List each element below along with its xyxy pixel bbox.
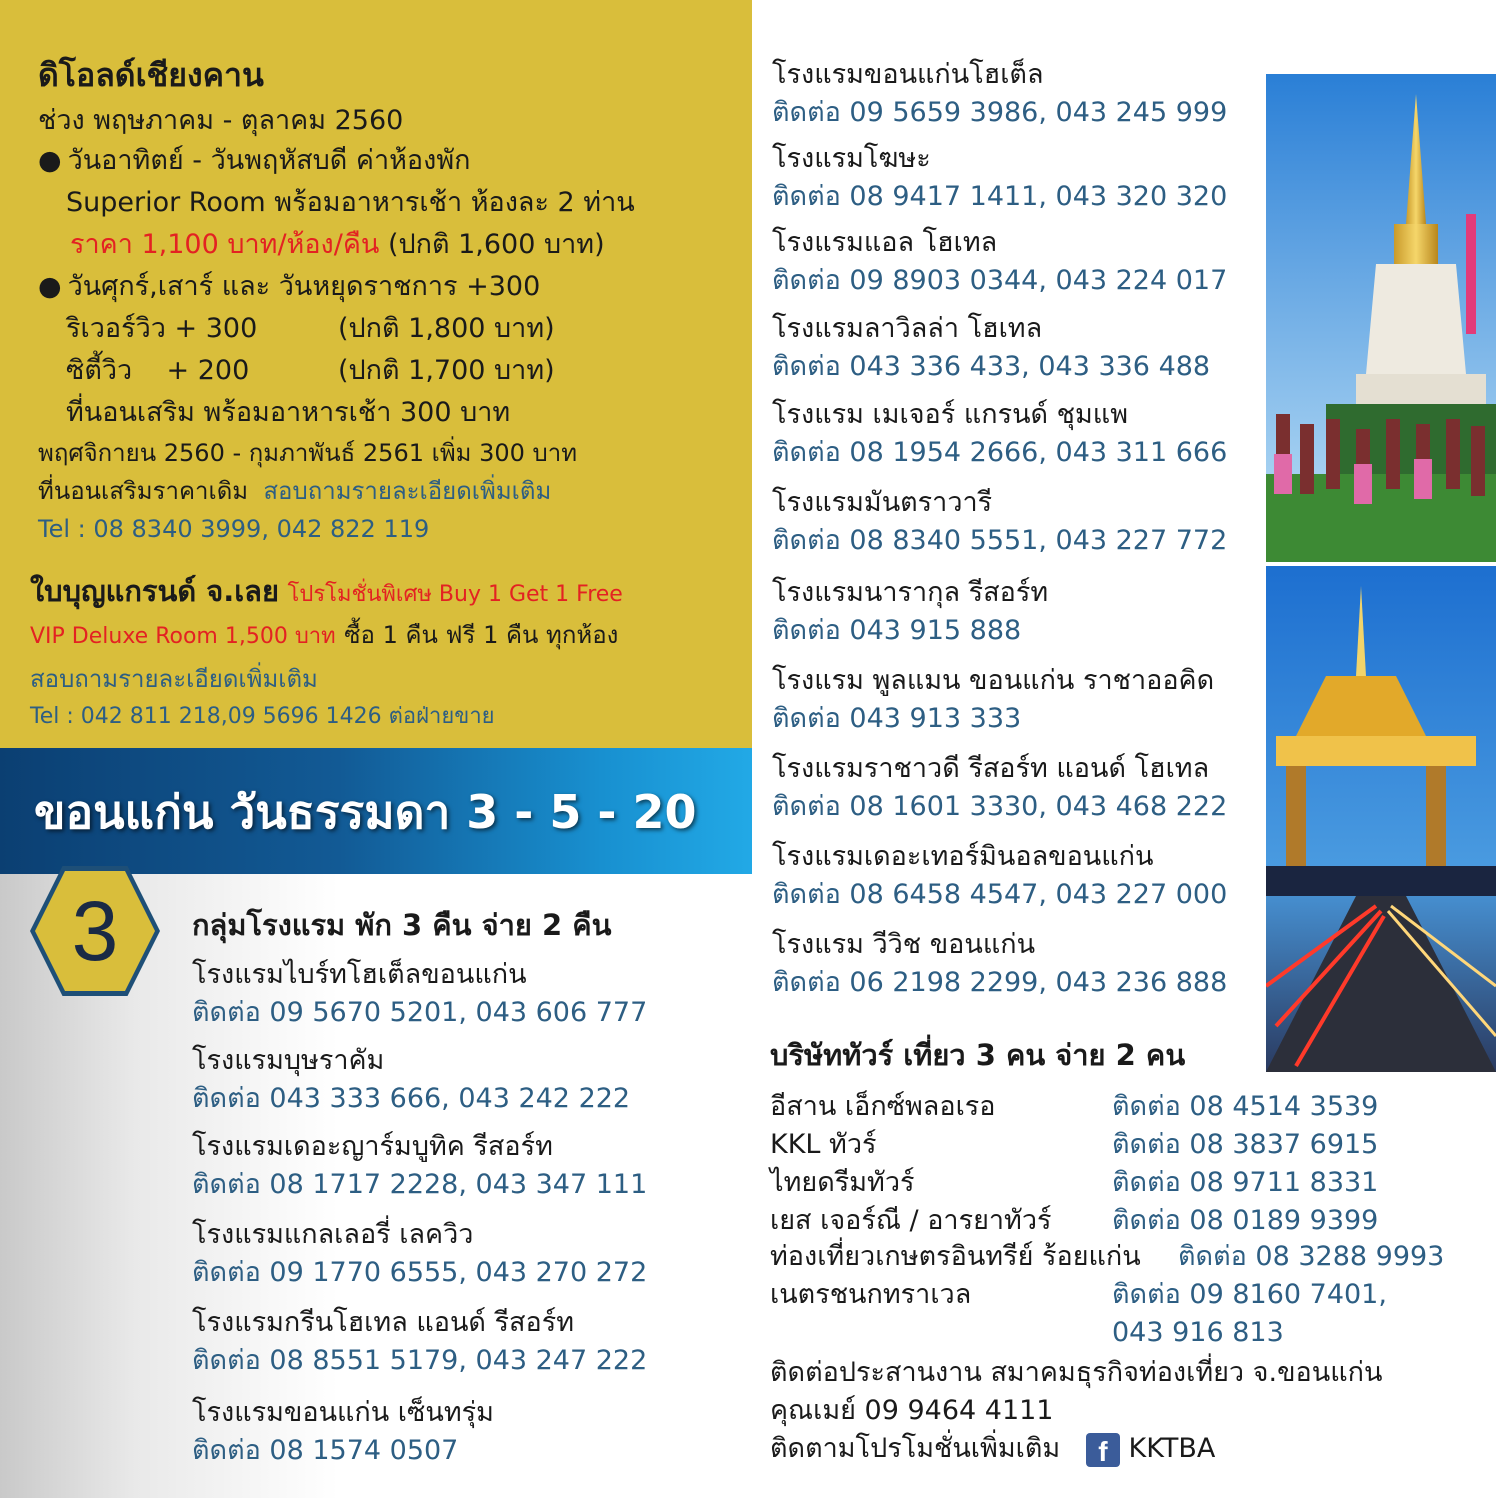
hotel1-weekend-line	[38, 270, 540, 304]
hotel1-city-label: ซิตี้วิว + 200	[66, 355, 250, 386]
temple-dancers-photo	[1266, 74, 1496, 562]
list-item-contact: ติดต่อ 043 915 888	[772, 615, 1022, 646]
list-item-contact: ติดต่อ 06 2198 2299, 043 236 888	[772, 967, 1228, 998]
list-item-contact: ติดต่อ 043 913 333	[772, 703, 1022, 734]
hotel1-price-normal: (ปกติ 1,600 บาท)	[387, 229, 605, 260]
list-item-name: โรงแรมโฆษะ	[772, 143, 931, 174]
list-item-contact: ติดต่อ 08 1717 2228, 043 347 111	[192, 1169, 648, 1200]
hotel1-inquire: สอบถามรายละเอียดเพิ่มเติม	[263, 477, 552, 505]
hotel1-city-note: (ปกติ 1,700 บาท)	[338, 355, 555, 386]
list-item-contact: ติดต่อ 043 333 666, 043 242 222	[192, 1083, 631, 1114]
tour-name: เนตรชนกทราเวล	[770, 1279, 972, 1310]
facebook-page-name[interactable]: KKTBA	[1128, 1433, 1216, 1464]
tour-contact: ติดต่อ 08 4514 3539	[1112, 1091, 1379, 1122]
list-item-name: โรงแรมมันตราวารี	[772, 487, 993, 518]
tour-name: ท่องเที่ยวเกษตรอินทรีย์ ร้อยแก่น	[770, 1241, 1141, 1272]
facebook-icon[interactable]: f	[1086, 1433, 1120, 1467]
tour-contact: ติดต่อ 09 8160 7401,	[1112, 1279, 1387, 1310]
list-item-name: โรงแรมเดอะญาร์มบูทิค รีสอร์ท	[192, 1131, 553, 1162]
tour-name: KKL ทัวร์	[770, 1129, 877, 1160]
list-item-name: โรงแรมขอนแก่นโฮเต็ล	[772, 59, 1044, 90]
hotel1-extra-bed2: ที่นอนเสริมราคาเดิม	[38, 477, 249, 505]
hotel2-vip-line	[30, 618, 618, 654]
hotel1-price-red: ราคา 1,100 บาท/ห้อง/คืน	[70, 229, 380, 260]
list-item-name: โรงแรมเดอะเทอร์มินอลขอนแก่น	[772, 841, 1154, 872]
list-item-name: โรงแรมไบร์ทโฮเต็ลขอนแก่น	[192, 959, 527, 990]
hotel2-promo: โปรโมชั่นพิเศษ Buy 1 Get 1 Free	[287, 582, 623, 607]
footer-contact-person: คุณเมย์ 09 9464 4111	[770, 1395, 1054, 1426]
footer-follow: ติดตามโปรโมชั่นเพิ่มเติม	[770, 1433, 1061, 1464]
list-item-name: โรงแรมบุษราคัม	[192, 1045, 385, 1076]
list-item-contact: ติดต่อ 08 8551 5179, 043 247 222	[192, 1345, 648, 1376]
hotel1-price-line	[70, 228, 605, 262]
tour-name: ไทยดรีมทัวร์	[770, 1167, 915, 1198]
footer-follow-line	[770, 1432, 1215, 1467]
list-item-contact: ติดต่อ 08 9417 1411, 043 320 320	[772, 181, 1228, 212]
list-item-contact: ติดต่อ 09 5659 3986, 043 245 999	[772, 97, 1228, 128]
list-item-name: โรงแรมนารากุล รีสอร์ท	[772, 577, 1049, 608]
list-item-contact: ติดต่อ 043 336 433, 043 336 488	[772, 351, 1211, 382]
hotel2-header-line	[30, 574, 623, 612]
banner-title: ขอนแก่น วันธรรมดา 3 - 5 - 20	[34, 785, 697, 839]
tour-contact: ติดต่อ 08 3288 9993	[1178, 1241, 1445, 1272]
hotel2-name: ใบบุญแกรนด์ จ.เลย	[30, 574, 279, 608]
list-item-contact: ติดต่อ 08 1574 0507	[192, 1435, 459, 1466]
hotel2-inquire: สอบถามรายละเอียดเพิ่มเติม	[30, 665, 318, 693]
hotel1-name: ดิโอลด์เชียงคาน	[38, 56, 264, 94]
hotel1-extra-bed: ที่นอนเสริม พร้อมอาหารเช้า 300 บาท	[66, 397, 511, 428]
badge-number: 3	[71, 884, 119, 978]
group-title: กลุ่มโรงแรม พัก 3 คืน จ่าย 2 คืน	[192, 908, 612, 942]
list-item-contact: ติดต่อ 09 1770 6555, 043 270 272	[192, 1257, 648, 1288]
tour-contact: ติดต่อ 08 9711 8331	[1112, 1167, 1379, 1198]
list-item-name: โรงแรมขอนแก่น เซ็นทรุ่ม	[192, 1397, 494, 1428]
temple-dancers-illustration	[1266, 74, 1496, 562]
hotel2-vip-black: ซื้อ 1 คืน ฟรี 1 คืน ทุกห้อง	[344, 621, 619, 649]
hotel1-tel: Tel : 08 8340 3999, 042 822 119	[38, 515, 430, 543]
list-item-contact: ติดต่อ 08 8340 5551, 043 227 772	[772, 525, 1228, 556]
hotel1-extra-bed-line	[38, 474, 551, 508]
hotel1-period: ช่วง พฤษภาคม - ตุลาคม 2560	[38, 105, 404, 136]
tour-name: อีสาน เอ็กซ์พลอเรอ	[770, 1091, 996, 1122]
city-gate-illustration	[1266, 566, 1496, 1072]
hotel1-weekday-line	[38, 144, 470, 178]
list-item-contact: ติดต่อ 08 1601 3330, 043 468 222	[772, 791, 1228, 822]
list-item-name: โรงแรมราชาวดี รีสอร์ท แอนด์ โฮเทล	[772, 753, 1210, 784]
hotel1-room-line: Superior Room พร้อมอาหารเช้า ห้องละ 2 ท่าน	[66, 187, 635, 218]
tours-title: บริษัททัวร์ เที่ยว 3 คน จ่าย 2 คน	[770, 1038, 1186, 1072]
list-item-name: โรงแรมกรีนโฮเทล แอนด์ รีสอร์ท	[192, 1307, 575, 1338]
list-item-name: โรงแรมลาวิลล่า โฮเทล	[772, 313, 1043, 344]
tour-name: เยส เจอร์ณี / อารยาทัวร์	[770, 1205, 1052, 1236]
list-item-name: โรงแรมแอล โฮเทล	[772, 227, 998, 258]
list-item-contact: ติดต่อ 09 8903 0344, 043 224 017	[772, 265, 1228, 296]
hotel1-weekend-text: วันศุกร์,เสาร์ และ วันหยุดราชการ +300	[67, 271, 541, 302]
hotel1-weekday-text: วันอาทิตย์ - วันพฤหัสบดี ค่าห้องพัก	[67, 145, 471, 176]
hotel1-river-label: ริเวอร์วิว + 300	[66, 313, 258, 344]
tour-contact-2: 043 916 813	[1112, 1317, 1284, 1348]
hotel2-vip-red: VIP Deluxe Room 1,500 บาท	[30, 624, 336, 649]
footer-coordination: ติดต่อประสานงาน สมาคมธุรกิจท่องเที่ยว จ.ขอนแก่น	[770, 1357, 1383, 1388]
list-item-contact: ติดต่อ 08 1954 2666, 043 311 666	[772, 437, 1228, 468]
hotel1-river-note: (ปกติ 1,800 บาท)	[338, 313, 555, 344]
hotel1-nov-feb: พฤศจิกายน 2560 - กุมภาพันธ์ 2561 เพิ่ม 300 บาท	[38, 439, 578, 467]
tour-contact: ติดต่อ 08 3837 6915	[1112, 1129, 1379, 1160]
list-item-contact: ติดต่อ 09 5670 5201, 043 606 777	[192, 997, 648, 1028]
city-gate-photo	[1266, 566, 1496, 1072]
tour-contact: ติดต่อ 08 0189 9399	[1112, 1205, 1379, 1236]
list-item-name: โรงแรมแกลเลอรี่ เลควิว	[192, 1219, 474, 1250]
list-item-name: โรงแรม วีวิช ขอนแก่น	[772, 929, 1036, 960]
list-item-contact: ติดต่อ 08 6458 4547, 043 227 000	[772, 879, 1228, 910]
hotel2-tel: Tel : 042 811 218,09 5696 1426 ต่อฝ่ายขาย	[30, 704, 495, 729]
list-item-name: โรงแรม พูลแมน ขอนแก่น ราชาออคิด	[772, 665, 1215, 696]
list-item-name: โรงแรม เมเจอร์ แกรนด์ ชุมแพ	[772, 399, 1128, 430]
